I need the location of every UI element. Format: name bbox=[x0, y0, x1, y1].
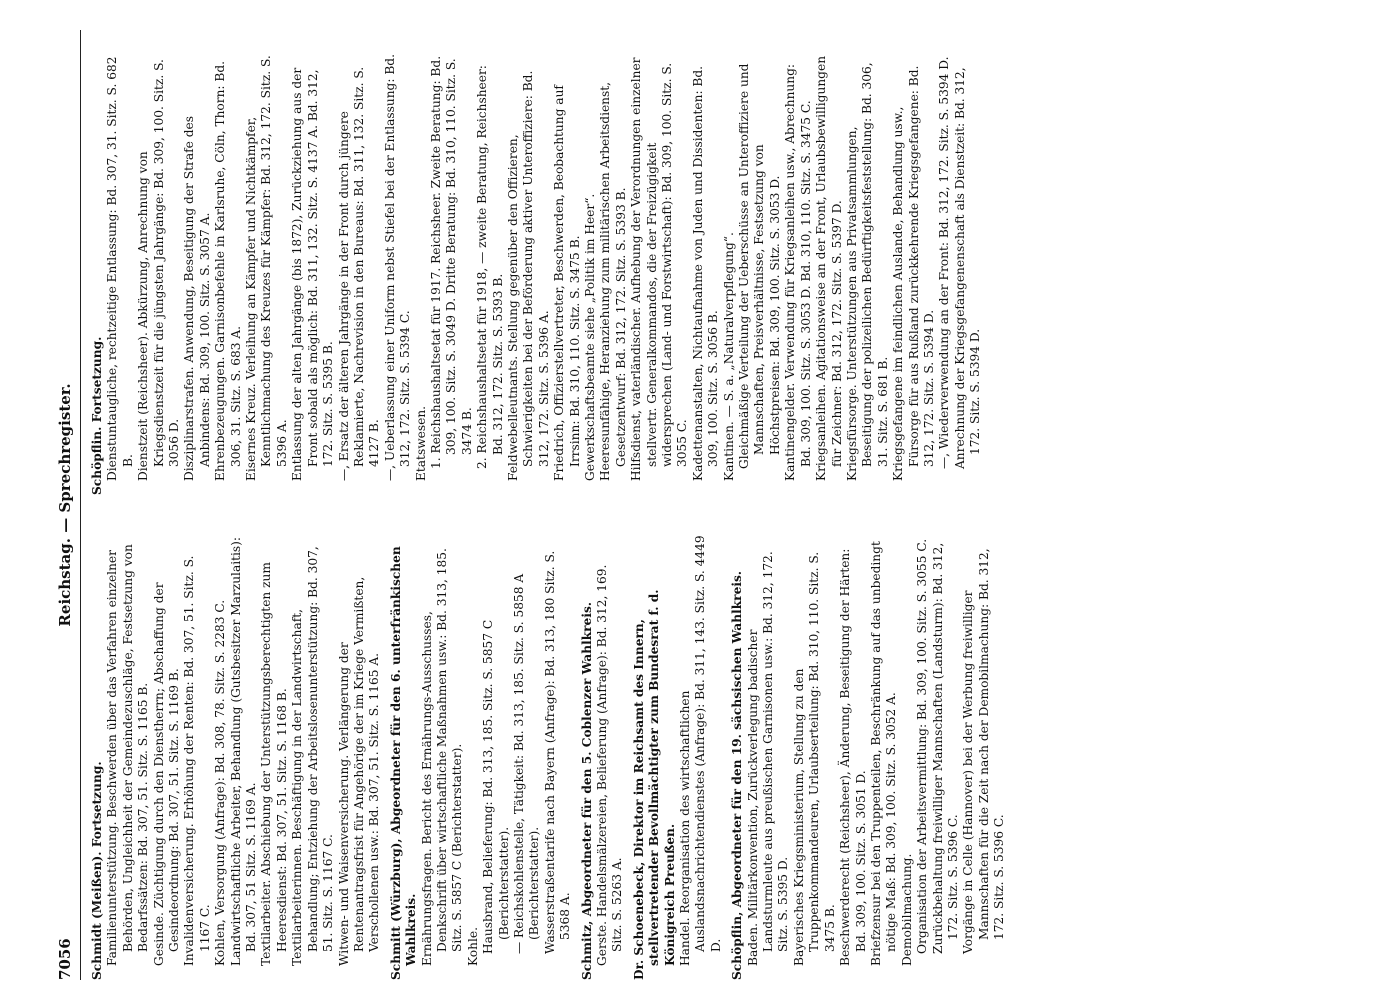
entry: Anrechnung der Kriegsgefangenenschaft als Dienstzeit: Bd. 312, 172. Sitz. S. 5394 D. bbox=[952, 67, 983, 469]
entry: —, Wiederverwendung an der Front: Bd. 312, 172. Sitz. S. 5394 D. bbox=[937, 56, 952, 469]
entry: Gewerkschaftsbeamte siehe „Politik im Heer“. bbox=[583, 193, 597, 481]
entry: Textilarbeiterinnen. Beschäftigung in der Landwirtschaft, Behandlung; Entziehung der Arbeitslosenunterstützung: Bd. 307, 51. Sitz. S. 1167 C. bbox=[290, 546, 336, 966]
entry: Beschwerderecht (Reichsheer), Änderung, Beseitigung der Härten: Bd. 309, 100. Sitz. S. 3051 D. bbox=[838, 548, 868, 966]
entry: Organisation der Arbeitsvermittlung: Bd. 309, 100. Sitz. S. 3055 C. bbox=[915, 538, 930, 954]
entry: Baden. Militärkonvention, Zurückverlegung badischer Landsturmleute aus preußischen Garnisonen usw.: Bd. 312, 172. Sitz. S. 5395 D. bbox=[745, 551, 791, 966]
entry: Hausbrand, Belieferung: Bd. 313, 185. Sitz. S. 5857 C (Berichterstatter). bbox=[481, 619, 511, 954]
entry: —, Ersatz der älteren Jahrgänge in der Front durch jüngere Reklamierte, Nachrevision in den Bureaus: Bd. 311, 132. Sitz. S. 4127 B. bbox=[336, 66, 382, 481]
entry: Briefzensur bei den Truppenteilen, Beschränkung auf das unbedingt nötige Maß: Bd. 309, 100. Sitz. S. 3052 A. bbox=[868, 541, 899, 966]
entry: Schmidt (Meißen). Fortsetzung. bbox=[90, 761, 104, 980]
entry: Gerste. Handelsmälzereien, Belieferung (Anfrage): Bd. 312, 169. Sitz. S. 5263 A. bbox=[595, 564, 625, 966]
entry: Vorgänge in Celle (Hannover) bei der Werbung freiwilliger Mannschaften für die Zeit nach der Demobilmachung: Bd. 312, 172. Sitz. S. 5396 C. bbox=[961, 548, 1007, 954]
entry: Kantinen. — S. a. „Naturalverpflegung“. bbox=[721, 232, 736, 481]
page-header bbox=[54, 30, 80, 980]
entry: Schmitt (Würzburg), Abgeordneter für den 6. unterfränkischen Wahlkreis. bbox=[388, 546, 419, 980]
header-rule bbox=[80, 30, 81, 980]
entry: Kohlen, Versorgung (Anfrage): Bd. 308, 78. Sitz. S. 2283 C. bbox=[213, 599, 228, 966]
entry: Heeresunfähige, Heranziehung zum militärischen Arbeitsdienst, Gesetzentwurf: Bd. 312, 172. Sitz. S. 5393 B. bbox=[598, 81, 628, 481]
entry: Dienstzeit (Reichsheer). Abkürzung, Anrechnung von Kriegsdienstzeit für die jüngsten Jahrgänge: Bd. 309, 100. Sitz. S. 3056 D. bbox=[136, 59, 182, 481]
page-number: 7056 bbox=[56, 938, 74, 980]
entry: Bayerisches Kriegsministerium, Stellung zu den Truppenkommandeuren, Urlaubserteilung: Bd. 310, 110. Sitz. S. 3475 B. bbox=[791, 551, 837, 966]
entry: Schöpflin, Abgeordneter für den 19. sächsischen Wahlkreis. bbox=[730, 570, 745, 980]
entry: 1. Reichshaushaltsetat für 1917. Reichsheer. Zweite Beratung: Bd. 309, 100. Sitz. S. 3049 D. Dritte Beratung: Bd. 310, 110. Sitz. S. 3474 B. bbox=[428, 55, 474, 469]
entry: Zurückbehaltung freiwilliger Mannschaften (Landsturm): Bd. 312, 172. Sitz. S. 5396 C. bbox=[930, 542, 960, 954]
entry: Schmitz, Abgeordneter für den 5. Coblenzer Wahlkreis. bbox=[579, 601, 594, 980]
entry: Hilfsdienst, vaterländischer. Aufhebung der Verordnungen einzelner stellvertr. Generalkommandos, die der Freizügigkeit widersprechen (Land- und Forstwirtschaft): Bd. 309, 100. Sitz. S. 3055 C. bbox=[629, 57, 690, 481]
entry: Entlassung der alten Jahrgänge (bis 1872), Zurückziehung aus der Front sobald als möglich: Bd. 311, 132. Sitz. S. 4137 A. Bd. 312, 172. Sitz. S. 5395 B. bbox=[290, 67, 336, 481]
entry: Eisernes Kreuz. Verleihung an Kämpfer und Nichtkämpfer, Kenntlichmachung des Kreuzes für Kämpfer: Bd. 312, 172. Sitz. S. 5396 A. bbox=[244, 55, 289, 481]
entry: Gesinde. Züchtigung durch den Dienstherrn; Abschaffung der Gesindeordnung: Bd. 307, 51. Sitz. S. 1169 B. bbox=[151, 582, 182, 966]
entry: Etatswesen. bbox=[413, 405, 428, 481]
entry: Kriegsanleihen. Agitationsweise an der Front, Urlaubsbewilligungen für Zeichner: Bd. 312, 172. Sitz. S. 5397 D. bbox=[814, 55, 844, 481]
entry: Kohle. bbox=[465, 927, 480, 966]
entry: Wasserstraßentarife nach Bayern (Anfrage): Bd. 313, 180 Sitz. S. 5368 A. bbox=[542, 550, 573, 954]
entry: — Reichskohlenstelle, Tätigkeit: Bd. 313, 185. Sitz. S. 5858 A (Berichterstatter). bbox=[511, 573, 542, 954]
entry: 2. Reichshaushaltsetat für 1918, — zweite Beratung, Reichsheer: Bd. 312, 172. Sitz. S. 5393 B. bbox=[475, 65, 505, 469]
entry: Friedrich, Offizierstellvertreter, Beschwerden, Beobachtung auf Irrsinn: Bd. 310, 110. Sitz. S. 3475 B. bbox=[552, 85, 582, 481]
entry: Ernährungsfragen. Bericht des Ernährungs-Ausschusses, Denkschrift über wirtschaftliche Maßnahmen usw.: Bd. 313, 185. Sitz. S. 5857 C (Berichterstatter). bbox=[419, 548, 465, 966]
entry: Kantinengelder. Verwendung für Kriegsanleihen usw., Abrechnung: Bd. 309, 100. Sitz. S. 3053 D. Bd. 310, 110. Sitz. S. 3475 C. bbox=[783, 63, 813, 481]
entry: Ehrenbezeugungen. Garnisonbefehle in Karlsruhe, Cöln, Thorn: Bd. 306, 31. Sitz. S. 683 A. bbox=[213, 60, 243, 481]
entry: Kriegsgefangene im feindlichen Auslande, Behandlung usw., Fürsorge für aus Rußland zurückkehrende Kriegsgefangene: Bd. 312, 172. Sitz. S. 5394 D. bbox=[891, 65, 936, 481]
entry: Schöpflin. Fortsetzung. bbox=[90, 336, 104, 495]
entry: Familienunterstützung. Beschwerden über das Verfahren einzelner Behörden, Ungleichheit der Gemeindezuschläge, Festsetzung von Bedarfssätzen: Bd. 307, 51. Sitz. S. 1165 B. bbox=[105, 544, 151, 966]
left-column bbox=[90, 535, 1008, 980]
entry: Invalidenversicherung. Erhöhung der Renten: Bd. 307, 51. Sitz. S. 1167 C. bbox=[182, 555, 212, 966]
right-column bbox=[90, 50, 984, 495]
entry: Handel. Reorganisation des wirtschaftlichen Auslandsnachrichtendienstes (Anfrage): Bd. 311, 143. Sitz. S. 4449 D. bbox=[678, 535, 723, 966]
entry: Disziplinarstrafen. Anwendung, Beseitigung der Strafe des Anbindens: Bd. 309, 100. Sitz. S. 3057 A. bbox=[182, 116, 212, 481]
entry: Textilarbeiter. Abschiebung der Unterstützungsberechtigten zum Heeresdienst: Bd. 307, 51. Sitz. S. 1168 B. bbox=[259, 562, 289, 966]
entry: Witwen- und Waisenversicherung. Verlängerung der Rentenantragsfrist für Angehörige der im Kriege Vermißten, Verschollenen usw.: Bd. 307, 51. Sitz. S. 1165 A. bbox=[336, 576, 382, 966]
entry: Feldwebelleutnants. Stellung gegenüber den Offizieren, Schwierigkeiten bei der Beförderung aktiver Unteroffiziere: Bd. 312, 172. Sitz. S. 5396 A. bbox=[505, 70, 551, 481]
entry: Landwirtschaftliche Arbeiter, Behandlung (Gutsbesitzer Marzulaitis): Bd. 307, 51 Sitz. S. 1169 A. bbox=[228, 536, 259, 966]
running-head: Reichstag. — Sprechregister. bbox=[56, 383, 74, 627]
entry: Dr. Schoenebeck, Direktor im Reichsamt des Innern, stellvertretender Bevollmächtigter zum Bundesrat f. d. Königreich Preußen. bbox=[631, 589, 677, 980]
entry: Dienstuntaugliche, rechtzeitige Entlassung: Bd. 307, 31. Sitz. S. 682 B. bbox=[105, 56, 135, 481]
entry: —, Ueberlassung einer Uniform nebst Stiefel bei der Entlassung: Bd. 312, 172. Sitz. S. 5394 C. bbox=[382, 54, 413, 481]
entry: Demobilmachung. bbox=[899, 853, 914, 966]
entry: Kadettenanstalten, Nichtaufnahme von Juden und Dissidenten: Bd. 309, 100. Sitz. S. 3056 B. bbox=[690, 65, 721, 481]
entry: Kriegsfürsorge. Unterstützungen aus Privatsammlungen, Beseitigung der polizeilichen Bedürftigkeitsfeststellung: Bd. 306, 31. Sitz. S. 681 B. bbox=[844, 62, 890, 481]
entry: Gleichmäßige Verteilung der Ueberschüsse an Unteroffiziere und Mannschaften, Preisverhältnisse, Festsetzung von Höchstpreisen: Bd. 309, 100. Sitz. S. 3053 D. bbox=[737, 63, 782, 469]
